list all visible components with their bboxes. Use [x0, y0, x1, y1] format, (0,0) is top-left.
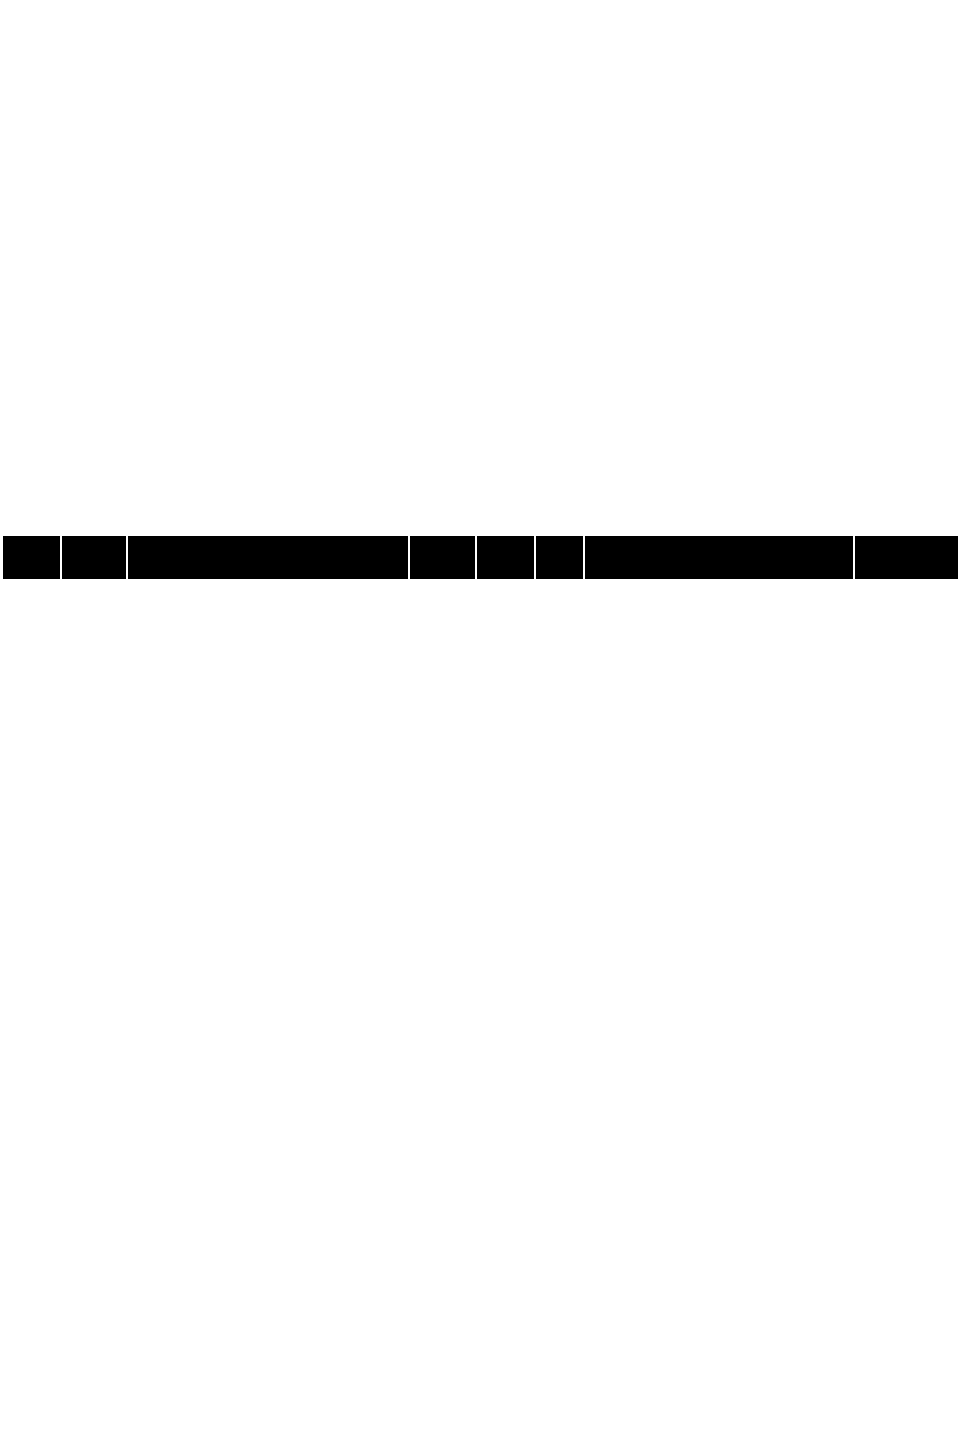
header-club: [585, 536, 853, 579]
header-start-number: [62, 536, 126, 579]
header-rank: [3, 536, 60, 579]
header-time: [855, 536, 958, 579]
header-birth-year: [410, 536, 475, 579]
header-sex: [536, 536, 583, 579]
header-category: [477, 536, 534, 579]
header-name: [128, 536, 408, 579]
